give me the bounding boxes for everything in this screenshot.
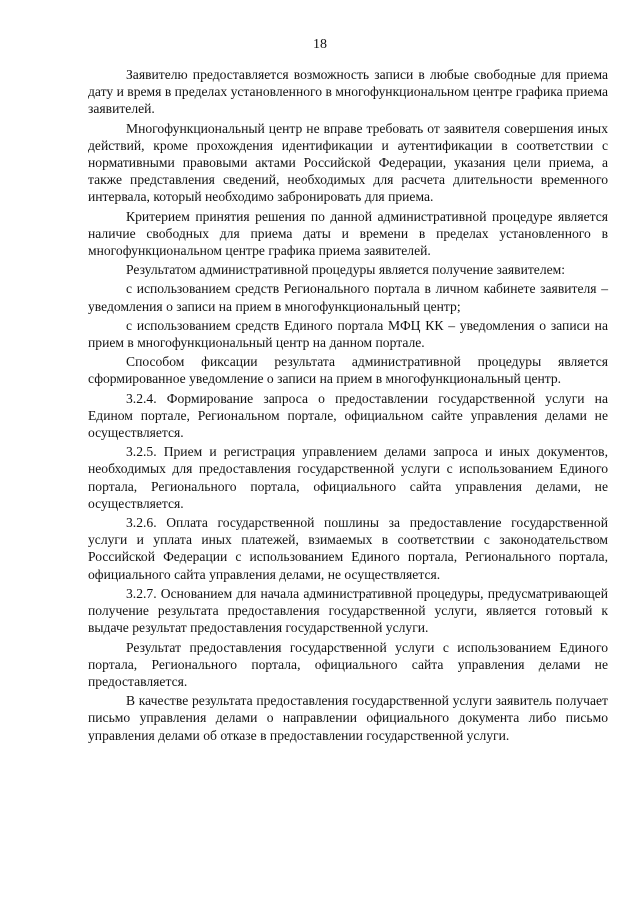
page-number: 18 <box>313 37 327 52</box>
paragraph-3-2-7: 3.2.7. Основанием для начала административной процедуры, предусматривающей получение результата предоставления государственной услуги, является готовый к выдаче результат предоставления государственной услуги. <box>88 585 608 636</box>
page-body <box>88 66 608 746</box>
paragraph-mfc-restrictions: Многофункциональный центр не вправе требовать от заявителя совершения иных действий, кроме прохождения идентификации и аутентификации в соответствии с нормативными правовыми актами Российской Федерации, указания цели приема, а также представления сведений, необходимых для расчета длительности временного интервала, который необходимо забронировать для приема. <box>88 120 608 205</box>
paragraph-3-2-5: 3.2.5. Прием и регистрация управлением делами запроса и иных документов, необходимых для предоставления государственной услуги с использованием Единого портала, Регионального портала, официального сайта управления делами, не осуществляется. <box>88 444 608 511</box>
paragraph-3-2-6: 3.2.6. Оплата государственной пошлины за предоставление государственной услуги и уплата иных платежей, взимаемых в соответствии с законодательством Российской Федерации с использованием Единого портала, Регионального портала, официального сайта управления делами, не осуществляется. <box>88 515 608 582</box>
paragraph-regional-portal-notice: с использованием средств Регионального портала в личном кабинете заявителя – уведомления о записи на прием в многофункциональный центр; <box>88 281 608 314</box>
paragraph-3-2-4: 3.2.4. Формирование запроса о предоставлении государственной услуги на Едином портале, Региональном портале, официальном сайте управления делами не осуществляется. <box>88 390 608 441</box>
paragraph-decision-criterion: Критерием принятия решения по данной административной процедуре является наличие свободных для приема даты и времени в пределах установленного в многофункциональном центре графика приема заявителей. <box>88 208 608 259</box>
paragraph-appointment-booking: Заявителю предоставляется возможность записи в любые свободные для приема дату и время в пределах установленного в многофункциональном центре графика приема заявителей. <box>88 67 608 117</box>
paragraph-unified-portal-notice: с использованием средств Единого портала МФЦ КК – уведомления о записи на прием в многофункциональный центр на данном портале. <box>88 317 608 351</box>
paragraph-result-not-provided: Результат предоставления государственной услуги с использованием Единого портала, Регионального портала, официального сайта управления делами не предоставляется. <box>88 639 608 689</box>
paragraph-procedure-result: Результатом административной процедуры является получение заявителем: <box>126 262 566 278</box>
paragraph-result-letter: В качестве результата предоставления государственной услуги заявитель получает письмо управления делами о направлении официального документа либо письмо управления делами об отказе в предоставлении государственной услуги. <box>88 693 608 743</box>
paragraph-result-fixation: Способом фиксации результата административной процедуры является сформированное уведомление о записи на прием в многофункциональный центр. <box>88 354 608 387</box>
